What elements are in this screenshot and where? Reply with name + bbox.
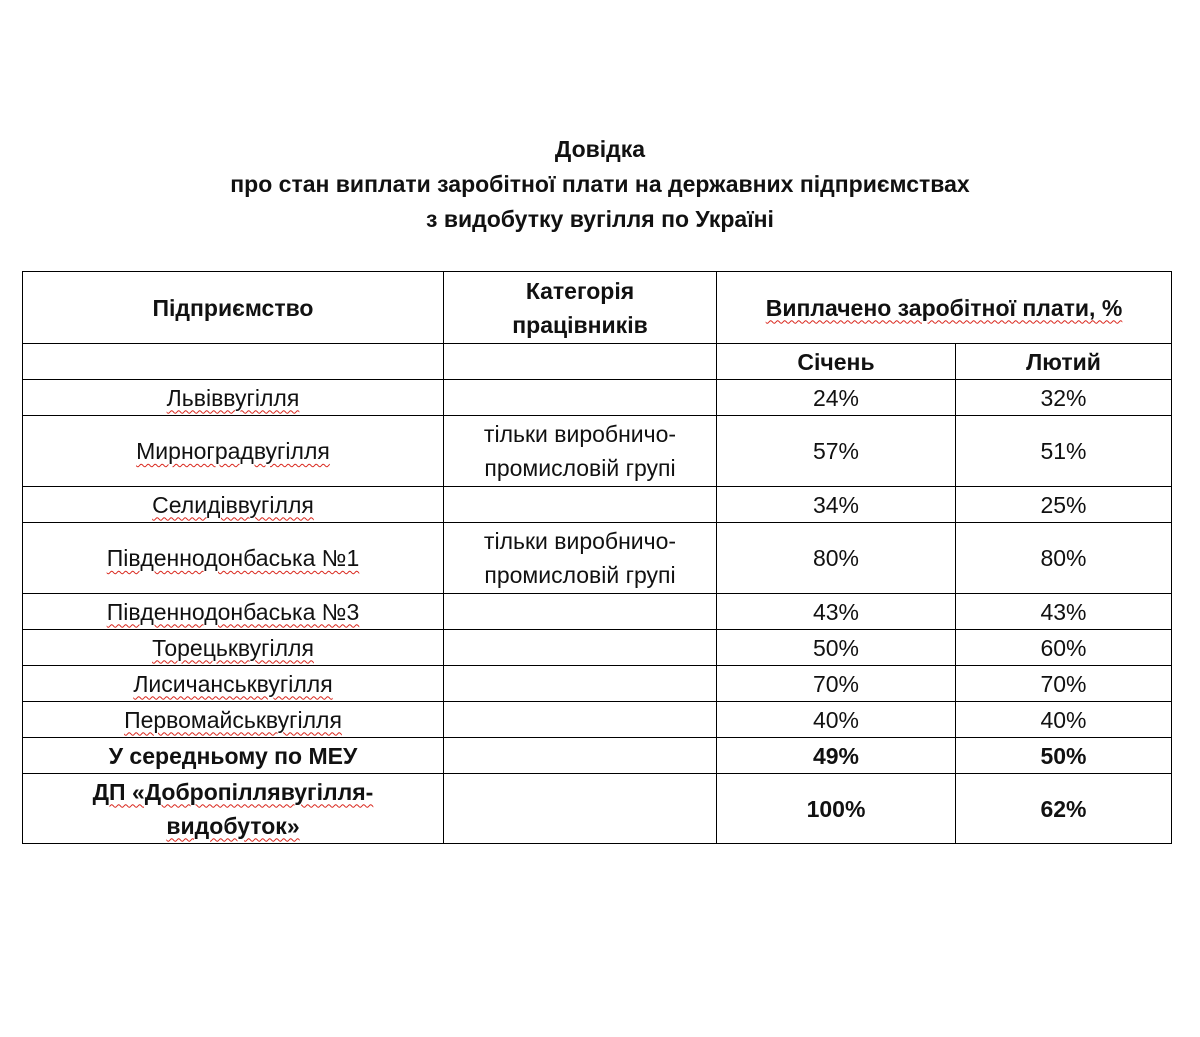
title-line-2: про стан виплати заробітної плати на державних підприємствах (230, 171, 970, 197)
table-row (23, 630, 1172, 666)
cell-category (444, 594, 717, 630)
salary-table (22, 271, 1172, 844)
header-paid: Виплачено заробітної плати, % (717, 272, 1172, 344)
cell-category: тільки виробничо-промисловій групі (444, 523, 717, 594)
cell-enterprise: Лисичанськвугілля (23, 666, 444, 702)
cell-category (444, 666, 717, 702)
cell-enterprise: Південнодонбаська №1 (23, 523, 444, 594)
cell-february: 40% (956, 702, 1172, 738)
cell-february: 80% (956, 523, 1172, 594)
table-row (23, 594, 1172, 630)
cell-february: 32% (956, 380, 1172, 416)
cell-january: 70% (717, 666, 956, 702)
cell-february: 51% (956, 416, 1172, 487)
header-enterprise: Підприємство (23, 272, 444, 344)
cell-enterprise: Львіввугілля (23, 380, 444, 416)
table-row (23, 380, 1172, 416)
subheader-row (23, 344, 1172, 380)
table-row (23, 416, 1172, 487)
cell-january: 40% (717, 702, 956, 738)
cell-category (444, 630, 717, 666)
cell-february: 43% (956, 594, 1172, 630)
table-row (23, 487, 1172, 523)
cell-february: 50% (956, 738, 1172, 774)
cell-enterprise: Торецьквугілля (23, 630, 444, 666)
cell-february: 60% (956, 630, 1172, 666)
document-title (0, 132, 1200, 237)
table-row (23, 702, 1172, 738)
cell-category (444, 487, 717, 523)
header-row (23, 272, 1172, 344)
header-category: Категорія працівників (444, 272, 717, 344)
cell-category: тільки виробничо-промисловій групі (444, 416, 717, 487)
cell-february: 25% (956, 487, 1172, 523)
cell-january: 49% (717, 738, 956, 774)
cell-category (444, 774, 717, 844)
cell-enterprise: Селидіввугілля (23, 487, 444, 523)
cell-february: 70% (956, 666, 1172, 702)
cell-january: 24% (717, 380, 956, 416)
table-row (23, 523, 1172, 594)
cell-enterprise: Мирноградвугілля (23, 416, 444, 487)
cell-category (444, 702, 717, 738)
cell-enterprise: Первомайськвугілля (23, 702, 444, 738)
cell-category (444, 738, 717, 774)
cell-january: 50% (717, 630, 956, 666)
cell-enterprise: ДП «Добропіллявугілля-видобуток» (23, 774, 444, 844)
dp-row (23, 774, 1172, 844)
cell-january: 57% (717, 416, 956, 487)
cell-january: 43% (717, 594, 956, 630)
subheader-empty-1 (23, 344, 444, 380)
cell-february: 62% (956, 774, 1172, 844)
cell-january: 100% (717, 774, 956, 844)
header-february: Лютий (956, 344, 1172, 380)
title-line-1: Довідка (554, 136, 646, 162)
cell-january: 34% (717, 487, 956, 523)
subheader-empty-2 (444, 344, 717, 380)
table-row (23, 666, 1172, 702)
cell-enterprise: Південнодонбаська №3 (23, 594, 444, 630)
cell-enterprise: У середньому по МЕУ (23, 738, 444, 774)
cell-january: 80% (717, 523, 956, 594)
header-january: Січень (717, 344, 956, 380)
title-line-3: з видобутку вугілля по Україні (426, 206, 774, 232)
cell-category (444, 380, 717, 416)
average-row (23, 738, 1172, 774)
